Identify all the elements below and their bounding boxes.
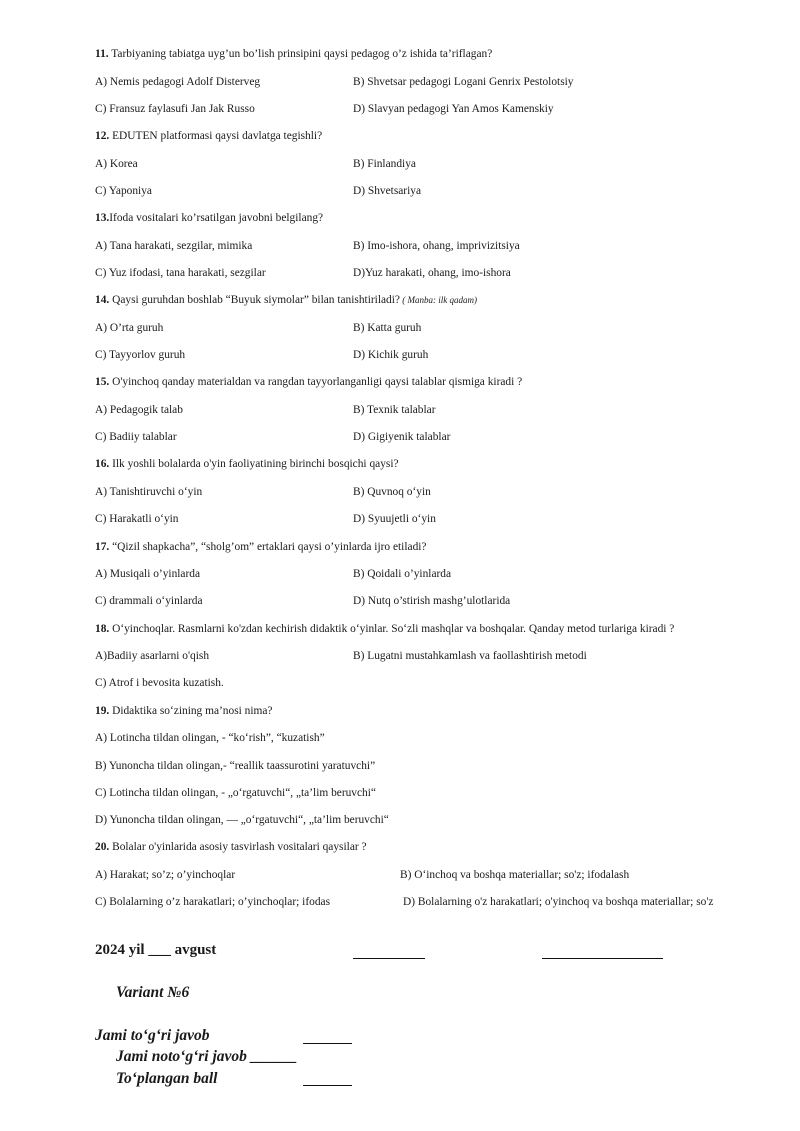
option-d: D) Yunoncha tildan olingan, — „o‘rgatuvchi“, „ta’lim beruvchi“ (95, 814, 389, 826)
name-line (542, 944, 663, 959)
option-d: D) Gigiyenik talablar (353, 431, 451, 443)
option-c: C) Harakatli o‘yin (95, 513, 179, 525)
option-c: C) Atrof i bevosita kuzatish. (95, 677, 224, 689)
option-b: B) Yunoncha tildan olingan,- “reallik taassurotini yaratuvchi” (95, 760, 376, 772)
option-b: B) Qoidali o’yinlarda (353, 568, 452, 580)
signature-line (353, 944, 425, 959)
question-14 (95, 293, 477, 307)
option-a: A) O’rta guruh (95, 322, 164, 334)
option-b: B) Finlandiya (353, 158, 416, 170)
option-c: C) Fransuz faylasufi Jan Jak Russo (95, 103, 255, 115)
option-c: C) Bolalarning o’z harakatlari; o’yinchoqlar; ifodas (95, 896, 331, 908)
question-19 (95, 704, 272, 718)
option-b: B) Imo-ishora, ohang, imprivizitsiya (353, 240, 520, 252)
question-number: 11. (95, 48, 109, 60)
question-number: 18. (95, 623, 110, 635)
option-c: C) Tayyorlov guruh (95, 349, 186, 361)
question-11 (95, 47, 492, 61)
option-a: A) Musiqali o’yinlarda (95, 568, 201, 580)
option-b: B) Shvetsar pedagogi Logani Genrix Pestolotsiy (353, 76, 574, 88)
option-d: D) Syuujetli o‘yin (353, 513, 436, 525)
option-a: A) Pedagogik talab (95, 404, 183, 416)
option-a: A) Nemis pedagogi Adolf Disterveg (95, 76, 261, 88)
variant-label: Variant №6 (116, 984, 190, 1001)
question-17 (95, 540, 426, 554)
option-b: B) Lugatni mustahkamlash va faollashtirish metodi (353, 650, 587, 662)
question-number: 13. (95, 212, 110, 224)
option-c: C) Yuz ifodasi, tana harakati, sezgilar (95, 267, 266, 279)
question-15 (95, 375, 522, 389)
option-d: D) Kichik guruh (353, 349, 429, 361)
question-text: Ifoda vositalari ko’rsatilgan javobni belgilang? (109, 212, 324, 224)
question-number: 17. (95, 541, 110, 553)
question-text: Qaysi guruhdan boshlab “Buyuk siymolar” bilan tanishtiriladi? (109, 294, 400, 306)
option-c: C) Badiiy talablar (95, 431, 177, 443)
points-blank (303, 1071, 352, 1086)
option-d: D) Shvetsariya (353, 185, 422, 197)
question-number: 16. (95, 458, 110, 470)
question-text: EDUTEN platformasi qaysi davlatga tegishli? (109, 130, 323, 142)
option-c: C) Yaponiya (95, 185, 152, 197)
date-line: 2024 yil ___ avgust (95, 942, 217, 958)
question-12 (95, 129, 322, 143)
question-text: O'yinchoq qanday materialdan va rangdan tayyorlanganligi qaysi talablar qismiga kiradi ? (109, 376, 523, 388)
option-a: A) Harakat; so’z; o’yinchoqlar (95, 869, 236, 881)
option-c: C) drammali o‘yinlarda (95, 595, 203, 607)
question-number: 12. (95, 130, 110, 142)
option-a: A) Korea (95, 158, 138, 170)
source-note: ( Manba: ilk qadam) (399, 295, 477, 305)
option-b: B) O‘inchoq va boshqa materiallar; so'z; ifodalash (400, 869, 630, 881)
option-a: A) Tana harakati, sezgilar, mimika (95, 240, 253, 252)
option-d: D) Nutq o’stirish mashg’ulotlarida (353, 595, 511, 607)
option-a: A) Lotincha tildan olingan, - “ko‘rish”, “kuzatish” (95, 732, 325, 744)
question-text: Tarbiyaning tabiatga uyg’un bo’lish prinsipini qaysi pedagog o’z ishida ta’riflagan? (108, 48, 493, 60)
option-b: B) Quvnoq o‘yin (353, 486, 431, 498)
question-text: O‘yinchoqlar. Rasmlarni ko'zdan kechirish didaktik o‘yinlar. So‘zli mashqlar va boshqalar. Qanday metod turlariga kiradi ? (109, 623, 675, 635)
question-text: “Qizil shapkacha”, “sholg’om” ertaklari qaysi o’yinlarda ijro etiladi? (109, 541, 427, 553)
option-d: D) Slavyan pedagogi Yan Amos Kamenskiy (353, 103, 554, 115)
question-20 (95, 840, 367, 854)
option-c: C) Lotincha tildan olingan, - „o‘rgatuvchi“, „ta’lim beruvchi“ (95, 787, 376, 799)
question-number: 20. (95, 841, 110, 853)
question-18 (95, 622, 674, 636)
option-d: D) Bolalarning o'z harakatlari; o'yinchoq va boshqa materiallar; so'z (403, 896, 714, 908)
option-b: B) Texnik talablar (353, 404, 436, 416)
correct-answers-blank (303, 1029, 352, 1044)
question-text: Bolalar o'yinlarida asosiy tasvirlash vositalari qaysilar ? (109, 841, 367, 853)
question-text: Ilk yoshli bolalarda o'yin faoliyatining birinchi bosqichi qaysi? (109, 458, 399, 470)
incorrect-answers-label: Jami noto‘g‘ri javob ______ (116, 1048, 298, 1065)
question-13 (95, 211, 323, 225)
correct-answers-label: Jami to‘g‘ri javob (95, 1027, 210, 1044)
question-number: 15. (95, 376, 110, 388)
question-text: Didaktika so‘zining ma’nosi nima? (109, 705, 273, 717)
option-b: B) Katta guruh (353, 322, 422, 334)
points-label: To‘plangan ball (116, 1070, 218, 1087)
question-16 (95, 457, 399, 471)
option-d: D)Yuz harakati, ohang, imo-ishora (353, 267, 511, 279)
option-a: A) Tanishtiruvchi o‘yin (95, 486, 203, 498)
question-number: 19. (95, 705, 110, 717)
question-number: 14. (95, 294, 110, 306)
option-a: A)Badiiy asarlarni o'qish (95, 650, 210, 662)
